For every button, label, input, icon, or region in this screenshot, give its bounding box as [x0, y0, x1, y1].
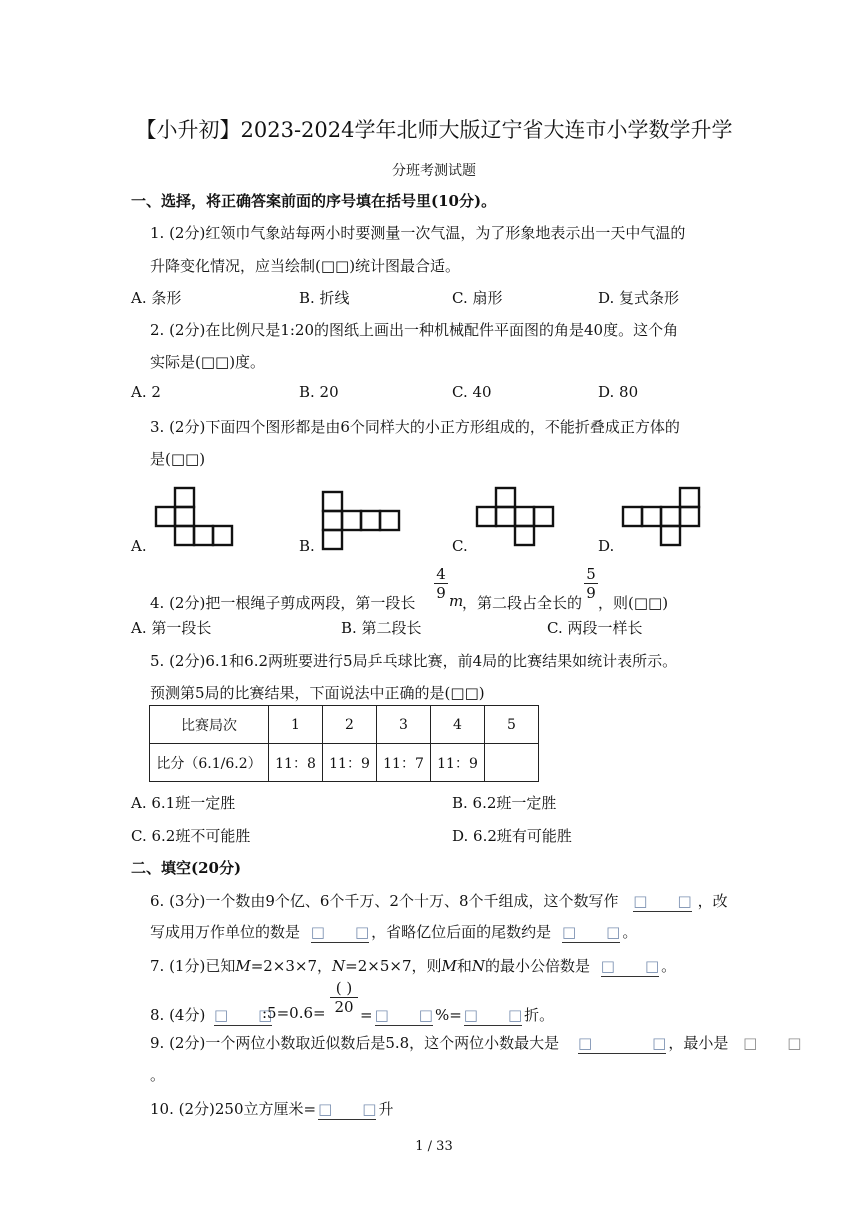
q2-option-b: B. 20	[299, 383, 339, 401]
q4-fraction-1	[434, 566, 448, 601]
q4-fraction-1-denominator: 9	[436, 584, 446, 602]
q3-option-c: C.	[452, 537, 468, 555]
q7-var-n: N	[332, 957, 346, 975]
table-cell: 11：9	[323, 744, 377, 782]
q6-text-b: ，改	[697, 892, 728, 910]
q8-blank-2[interactable]: □ □	[374, 1006, 433, 1024]
q6-blank-1[interactable]: □ □	[633, 892, 692, 910]
cube-net-c	[472, 484, 562, 550]
section1-heading: 一、选择，将正确答案前面的序号填在括号里(10分)。	[131, 192, 497, 210]
page-number: 1 / 33	[415, 1139, 453, 1154]
q5-score-table	[149, 705, 539, 782]
q6-line2	[150, 921, 637, 943]
q4-unit: m	[449, 592, 464, 610]
cube-net-b	[319, 488, 411, 554]
q4-option-b: B. 第二段长	[341, 619, 422, 637]
table-cell: 4	[431, 706, 485, 744]
q4-fraction-2	[584, 566, 598, 601]
q1-option-a: A. 条形	[131, 289, 182, 307]
q1-option-c: C. 扇形	[452, 289, 503, 307]
q7-var-m: M	[235, 957, 251, 975]
q7-text-e: 的最小公倍数是	[485, 957, 591, 975]
q10-blank[interactable]: □ □	[318, 1100, 377, 1118]
q8-line-rest	[360, 1004, 554, 1026]
q3-line1: 3. (2分)下面四个图形都是由6个同样大的小正方形组成的，不能折叠成正方体的	[150, 418, 680, 436]
table-cell: 11：8	[269, 744, 323, 782]
table-cell	[485, 744, 539, 782]
section2-heading: 二、填空(20分)	[131, 859, 242, 877]
table-cell: 5	[485, 706, 539, 744]
q4-fraction-2-numerator: 5	[584, 566, 598, 584]
q8-text-d: %=	[434, 1006, 462, 1024]
q4-fraction-1-numerator: 4	[434, 566, 448, 584]
q4-text-c: ，则(□□)	[598, 594, 669, 612]
q5-option-a: A. 6.1班一定胜	[131, 794, 236, 812]
q1-option-b: B. 折线	[299, 289, 350, 307]
q7-blank[interactable]: □ □	[600, 957, 660, 975]
q6-text-e: 。	[622, 923, 638, 941]
table-cell: 比赛局次	[150, 706, 269, 744]
cube-net-d	[620, 484, 704, 550]
q2-option-a: A. 2	[131, 383, 161, 401]
q8-text-e: 折。	[524, 1006, 555, 1024]
q5-line1: 5. (2分)6.1和6.2两班要进行5局乒乓球比赛，前4局的比赛结果如统计表所示。	[150, 652, 678, 670]
q8-text-a: 8. (4分)	[150, 1006, 206, 1024]
q3-option-a: A.	[131, 537, 147, 555]
cube-net-a	[153, 485, 245, 551]
q8-blank-1[interactable]: □ □	[214, 1006, 273, 1024]
table-cell: 1	[269, 706, 323, 744]
q7-text-a: 7. (1分)已知	[150, 957, 236, 975]
q3-line2: 是(□□)	[150, 450, 206, 468]
q9-text-a: 9. (2分)一个两位小数取近似数后是5.8，这个两位小数最大是	[150, 1034, 560, 1052]
q4-text-a: 4. (2分)把一根绳子剪成两段，第一段长	[150, 594, 416, 612]
q3-option-d: D.	[598, 537, 615, 555]
q8-fraction	[330, 980, 358, 1015]
q9-blank-2[interactable]: □ □	[743, 1034, 802, 1052]
q4-option-a: A. 第一段长	[131, 619, 212, 637]
q9-blank-1[interactable]: □ □	[577, 1034, 667, 1052]
table-row	[150, 744, 539, 782]
q6-line1	[150, 890, 728, 912]
q6-blank-2[interactable]: □ □	[310, 923, 370, 941]
q6-text-d: ，省略亿位后面的尾数约是	[371, 923, 552, 941]
table-row	[150, 706, 539, 744]
q7-var-m-2: M	[441, 957, 457, 975]
q8-text-c: =	[360, 1006, 373, 1024]
q7-text-b: =2×3×7，	[250, 957, 333, 975]
q6-blank-3[interactable]: □ □	[561, 923, 621, 941]
q9-line2: 。	[150, 1066, 166, 1084]
q8-fraction-numerator[interactable]: ( )	[330, 980, 358, 998]
table-cell: 11：9	[431, 744, 485, 782]
q1-line2: 升降变化情况，应当绘制(□□)统计图最合适。	[150, 257, 461, 275]
q2-line2: 实际是(□□)度。	[150, 353, 266, 371]
q7-line	[150, 955, 676, 977]
q4-fraction-2-denominator: 9	[586, 584, 596, 602]
q1-line1: 1. (2分)红领巾气象站每两小时要测量一次气温，为了形象地表示出一天中气温的	[150, 224, 686, 242]
q2-option-d: D. 80	[598, 383, 639, 401]
q10-line	[150, 1098, 393, 1120]
page-subtitle: 分班考测试题	[392, 163, 476, 179]
q5-option-c: C. 6.2班不可能胜	[131, 827, 251, 845]
q3-option-b: B.	[299, 537, 315, 555]
q2-line1: 2. (2分)在比例尺是1:20的图纸上画出一种机械配件平面图的角是40度。这个角	[150, 321, 679, 339]
q9-text-b: ，最小是	[668, 1034, 729, 1052]
q7-var-n-2: N	[471, 957, 485, 975]
q5-option-d: D. 6.2班有可能胜	[452, 827, 572, 845]
q4-option-c: C. 两段一样长	[547, 619, 643, 637]
q2-option-c: C. 40	[452, 383, 492, 401]
q4-text-b: ，第二段占全长的	[462, 594, 583, 612]
q1-option-d: D. 复式条形	[598, 289, 680, 307]
page-title: 【小升初】2023-2024学年北师大版辽宁省大连市小学数学升学	[135, 118, 733, 142]
q6-text-a: 6. (3分)一个数由9个亿、6个千万、2个十万、8个千组成，这个数写作	[150, 892, 619, 910]
q10-text-b: 升	[378, 1100, 394, 1118]
q8-fraction-denominator: 20	[334, 998, 354, 1016]
q10-text-a: 10. (2分)250立方厘米=	[150, 1100, 317, 1118]
q7-text-f: 。	[661, 957, 677, 975]
q5-line2: 预测第5局的比赛结果，下面说法中正确的是(□□)	[150, 684, 485, 702]
q7-text-d: 和	[456, 957, 472, 975]
table-cell: 3	[377, 706, 431, 744]
q8-blank-3[interactable]: □ □	[463, 1006, 523, 1024]
q9-line	[150, 1032, 801, 1054]
table-cell: 11：7	[377, 744, 431, 782]
q6-text-c: 写成用万作单位的数是	[150, 923, 301, 941]
q7-text-c: =2×5×7，则	[345, 957, 442, 975]
q5-option-b: B. 6.2班一定胜	[452, 794, 557, 812]
q8-text-b: :5=0.6=	[262, 1004, 326, 1022]
table-cell: 2	[323, 706, 377, 744]
table-cell: 比分（6.1/6.2）	[150, 744, 269, 782]
